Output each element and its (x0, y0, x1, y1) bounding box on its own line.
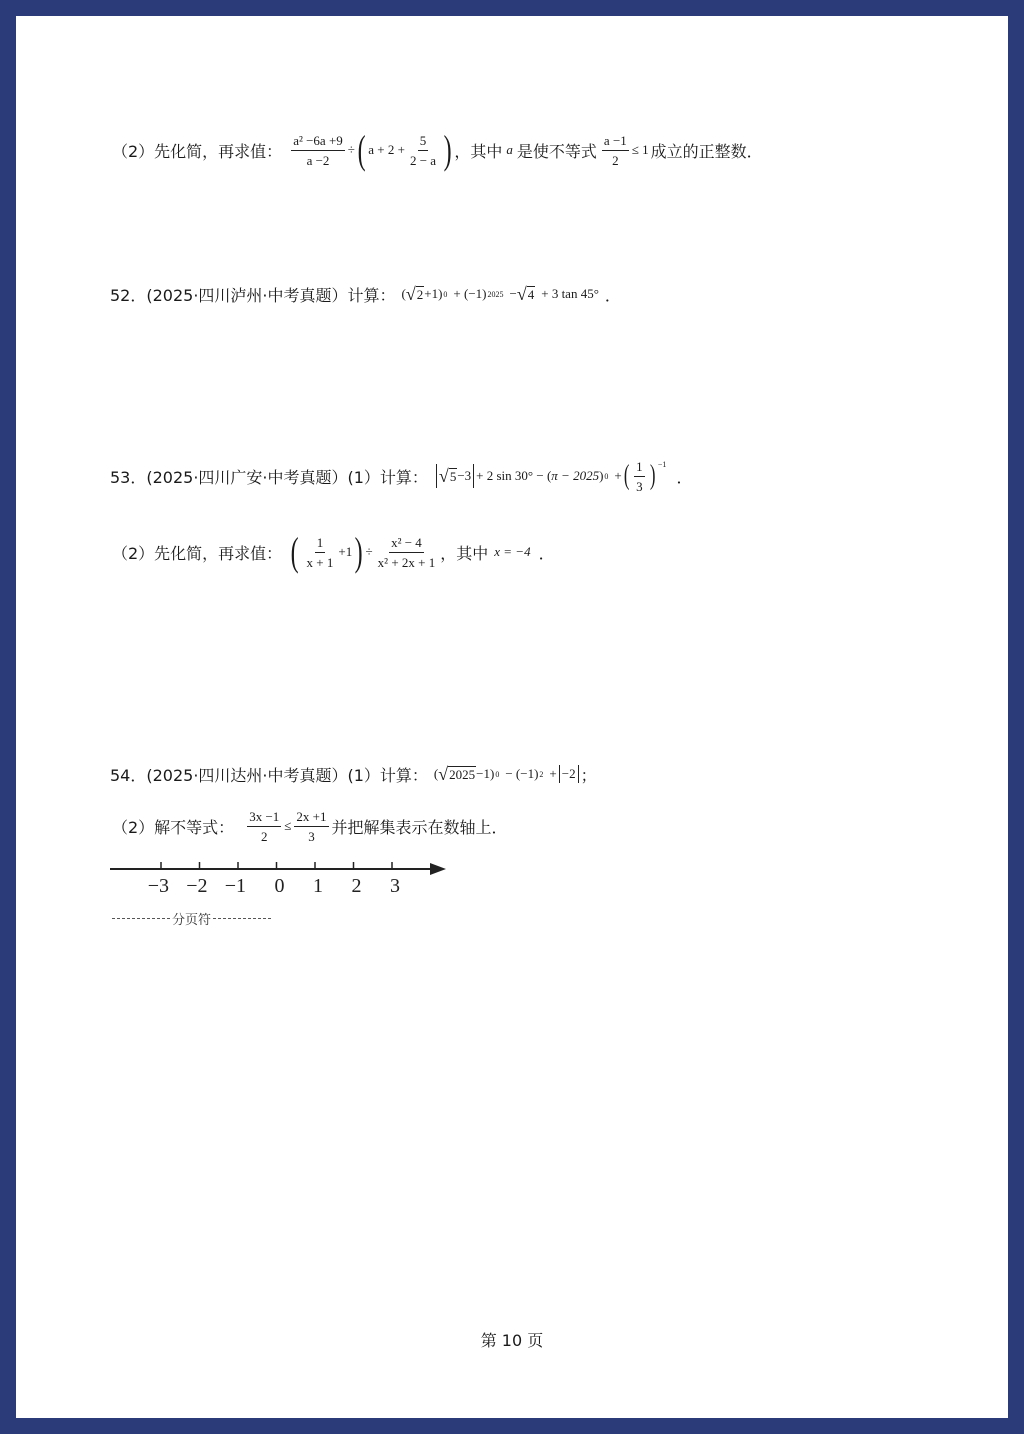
q51-part2 (112, 128, 763, 172)
q53-rparen: ) (599, 468, 604, 483)
q53-p2-div: ÷ (365, 544, 373, 559)
q54-p2-den1: 2 (260, 828, 268, 844)
q52-label: 52．(2025·四川泸州·中考真题）计算： (110, 285, 396, 305)
q53-expression (434, 460, 667, 493)
q51-lparen: ( (357, 127, 366, 172)
q54-p2-frac2 (294, 810, 328, 843)
q54-sqrt2025: √ 2025 (438, 764, 476, 784)
q53-abs-left (436, 464, 437, 488)
q52-tan: + 3 tan 45° (541, 286, 599, 301)
q54-part2-label: （2）解不等式： (112, 817, 235, 837)
q54-plus: + (549, 766, 557, 781)
page-break-dash-right (213, 918, 271, 919)
q53-frac (634, 460, 645, 493)
q52-end: ． (604, 285, 621, 305)
q51-div: ÷ (347, 142, 355, 157)
q52-minus: − (509, 286, 517, 301)
q51-frac1 (291, 134, 345, 167)
page-break-label: 分页符 (172, 913, 212, 928)
q53-part2-expression (288, 529, 440, 574)
q51-text-mid: ，其中 (454, 141, 503, 161)
number-line-label: −3 (147, 875, 169, 897)
page-break-marker (110, 909, 273, 928)
q51-ineq-num: a −1 (602, 134, 629, 151)
q51-text-cond: 是使不等式 (516, 141, 597, 161)
q53-frac-rparen: ) (649, 460, 656, 491)
q52-lparen: ( (401, 286, 406, 301)
q51-frac1-den: a −2 (306, 152, 330, 168)
q52-neg1: + (−1) (453, 286, 487, 301)
q54-minus1: −1 (476, 766, 490, 781)
q53-label: 53．(2025·四川广安·中考真题）(1）计算： (110, 467, 428, 487)
q51-part2-label: （2）先化简，再求值： (112, 141, 283, 161)
q53-frac-den: 3 (636, 478, 643, 494)
q51-inner-frac (408, 134, 438, 167)
q52 (110, 278, 621, 310)
q54-p2-den2: 3 (308, 828, 315, 844)
q51-inner-left: a + 2 + (368, 142, 405, 157)
q51-expression (288, 127, 454, 172)
q53-frac-num: 1 (634, 460, 645, 477)
number-line-arrow (430, 863, 446, 875)
q51-text-end: 成立的正整数． (650, 141, 763, 161)
q51-inner-frac-num: 5 (418, 134, 429, 151)
q53-p2-plus1: +1 (338, 544, 353, 559)
q54-expression (434, 765, 581, 783)
q54-end: ； (580, 765, 597, 785)
q51-var-a: a (506, 142, 513, 157)
q53-p2-frac (305, 536, 336, 569)
q54-abs-right (578, 765, 579, 783)
number-line-label: 3 (390, 875, 400, 897)
q54-part2 (112, 804, 508, 848)
q54-p2-rel: ≤ (284, 818, 292, 833)
q54-rparen: ) (490, 766, 495, 781)
q53-p2-frac2 (376, 536, 438, 569)
q53-minus3: −3 (457, 468, 472, 483)
q53-frac-lparen: ( (623, 460, 630, 491)
q53-sin: + 2 sin 30° − ( (476, 468, 552, 483)
q53-abs-right (473, 464, 474, 488)
q54-p2-end: 并把解集表示在数轴上． (331, 817, 508, 837)
q51-rparen: ) (443, 127, 452, 172)
q53-end: ． (676, 467, 693, 487)
q54-neg1: − (−1) (505, 766, 539, 781)
q54-p2-num1: 3x −1 (247, 810, 281, 827)
q51-inequality (599, 134, 649, 167)
q52-exp2025: 2025 (487, 289, 504, 299)
q52-sqrt2: √ 2 (405, 284, 424, 304)
q54-exp0: 0 (495, 769, 500, 779)
q53-exp-neg1: −1 (657, 459, 667, 469)
q51-frac1-num: a² −6a +9 (291, 134, 345, 151)
number-line-label: 0 (274, 875, 285, 897)
q53-p2-frac-num: 1 (315, 536, 326, 553)
q54-part1 (110, 758, 597, 790)
q52-rparen: ) (438, 286, 443, 301)
q53-p2-frac-den: x + 1 (306, 554, 334, 570)
q54-p2-frac1 (247, 810, 281, 843)
q53-part2-label: （2）先化简，再求值： (112, 543, 283, 563)
number-line-ticks (148, 862, 400, 897)
q54-part2-expression (244, 810, 331, 843)
q54-lparen: ( (433, 766, 439, 781)
q54-abs-left (559, 765, 560, 783)
q53-p2-lparen: ( (290, 529, 299, 574)
q53-plus: + (614, 468, 622, 483)
page-break-dash-left (112, 918, 170, 919)
q52-sqrt4: √ 4 (516, 284, 535, 304)
q53-p2-end: ． (538, 543, 555, 563)
q51-ineq-den: 2 (612, 152, 619, 168)
q53-p2-mid: ，其中 (440, 543, 489, 563)
document-page (16, 16, 1008, 1418)
q54-abs: −2 (561, 766, 576, 781)
q53-p2-rparen: ) (354, 529, 363, 574)
page-number: 第 10 页 (480, 1331, 544, 1350)
q53-part2 (112, 530, 555, 574)
q52-expression (402, 285, 599, 303)
number-line-label: −2 (186, 875, 208, 897)
q53-part1 (110, 456, 692, 496)
q54-label: 54．(2025·四川达州·中考真题）(1）计算： (110, 765, 428, 785)
q52-plus1: +1 (424, 286, 439, 301)
q51-inner-frac-den: 2 − a (409, 152, 437, 168)
q52-exp0: 0 (443, 289, 448, 299)
number-line-label: −1 (224, 875, 246, 897)
q53-p2-frac2-den: x² + 2x + 1 (377, 554, 436, 570)
q53-p2-cond: x = −4 (494, 544, 531, 559)
q51-ineq-frac (602, 134, 629, 167)
q53-exp0: 0 (604, 471, 609, 481)
q54-p2-num2: 2x +1 (294, 810, 328, 827)
q53-sqrt5: √ 5 (438, 466, 457, 486)
number-line-label: 2 (351, 875, 362, 897)
q53-pi: π − 2025 (551, 468, 600, 483)
q54-exp2: 2 (539, 769, 544, 779)
number-line-label: 1 (313, 875, 323, 897)
number-line (110, 856, 460, 900)
q51-ineq-rel: ≤ 1 (631, 142, 649, 157)
q53-p2-frac2-num: x² − 4 (389, 536, 424, 553)
